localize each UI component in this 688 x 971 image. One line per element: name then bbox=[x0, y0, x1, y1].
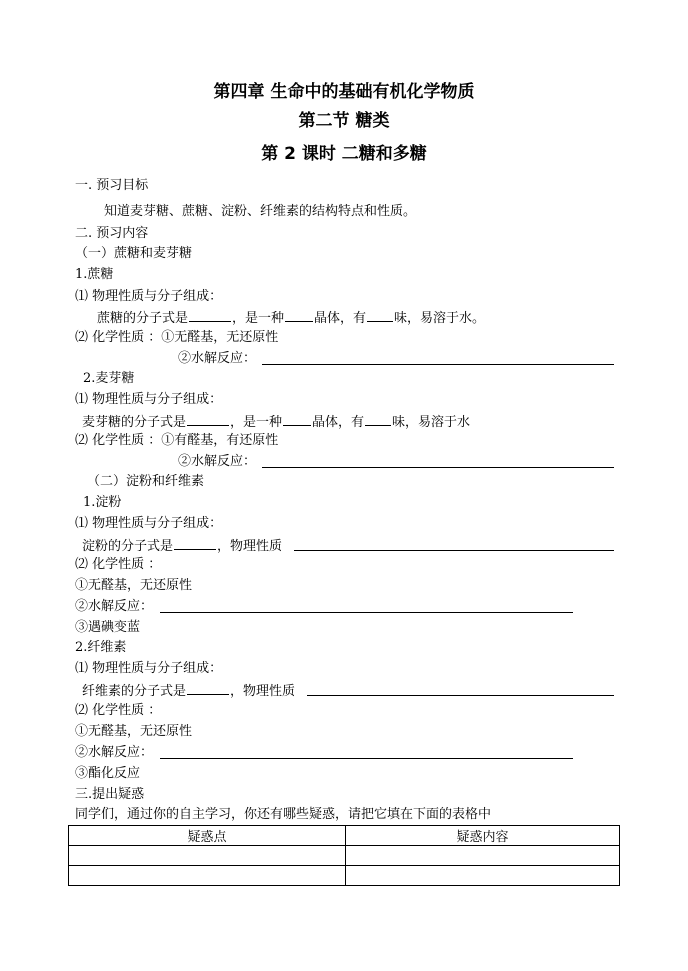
starch-c2: ②水解反应： bbox=[75, 599, 154, 614]
cellulose-c3: ③酯化反应 bbox=[75, 766, 141, 781]
cellulose-hydro-line[interactable] bbox=[160, 758, 573, 759]
lesson-title: 第 2 课时 二糖和多糖 bbox=[261, 144, 427, 164]
table-cell[interactable] bbox=[69, 866, 346, 886]
cellulose-formula-a: 纤维素的分子式是 bbox=[82, 684, 187, 699]
maltose-hydro-line[interactable] bbox=[262, 467, 614, 468]
starch-formula-blank[interactable] bbox=[174, 538, 216, 550]
cellulose-formula bbox=[82, 683, 295, 698]
sucrose-chem: ⑵ 化学性质 ：①无醛基，无还原性 bbox=[75, 330, 279, 345]
cellulose-chem: ⑵ 化学性质 ： bbox=[75, 703, 162, 718]
table-header-points: 疑惑点 bbox=[69, 826, 346, 846]
sucrose-phys: ⑴ 物理性质与分子组成： bbox=[75, 289, 223, 304]
sub2-heading: （二）淀粉和纤维素 bbox=[87, 474, 205, 489]
sucrose-hydro: ②水解反应： bbox=[178, 351, 257, 366]
part1-heading: 一. 预习目标 bbox=[75, 178, 149, 193]
table-header-row bbox=[69, 826, 620, 846]
table-header-content: 疑惑内容 bbox=[346, 826, 620, 846]
starch-formula-a: 淀粉的分子式是 bbox=[82, 539, 174, 554]
maltose-formula-c: 晶体，有 bbox=[312, 415, 365, 430]
sucrose-formula-c: 晶体，有 bbox=[314, 311, 367, 326]
sucrose-crystal-blank[interactable] bbox=[285, 310, 313, 322]
starch-phys: ⑴ 物理性质与分子组成： bbox=[75, 516, 223, 531]
starch-c1: ①无醛基，无还原性 bbox=[75, 578, 193, 593]
sucrose-hydro-line[interactable] bbox=[262, 364, 614, 365]
sucrose-formula-blank[interactable] bbox=[189, 310, 231, 322]
chapter-title: 第四章 生命中的基础有机化学物质 bbox=[213, 82, 475, 102]
maltose-formula-a: 麦芽糖的分子式是 bbox=[82, 415, 187, 430]
table-cell[interactable] bbox=[346, 846, 620, 866]
maltose-phys: ⑴ 物理性质与分子组成： bbox=[75, 392, 223, 407]
starch-c3: ③遇碘变蓝 bbox=[75, 620, 141, 635]
table-cell[interactable] bbox=[346, 866, 620, 886]
table-cell[interactable] bbox=[69, 846, 346, 866]
questions-table bbox=[68, 825, 620, 886]
cellulose-title: 2.纤维素 bbox=[75, 640, 127, 655]
sucrose-formula-d: 味，易溶于水。 bbox=[394, 311, 486, 326]
starch-formula bbox=[82, 538, 282, 553]
sucrose-title: 1.蔗糖 bbox=[75, 267, 114, 282]
starch-hydro-line[interactable] bbox=[160, 612, 573, 613]
table-row bbox=[69, 866, 620, 886]
table-row bbox=[69, 846, 620, 866]
maltose-formula bbox=[82, 414, 470, 429]
sucrose-formula bbox=[97, 310, 485, 325]
starch-chem: ⑵ 化学性质 ： bbox=[75, 557, 162, 572]
cellulose-formula-b: ，物理性质 bbox=[230, 684, 296, 699]
section-title: 第二节 糖类 bbox=[298, 111, 390, 131]
maltose-hydro: ②水解反应： bbox=[178, 454, 257, 469]
starch-phys-line[interactable] bbox=[294, 550, 614, 551]
sucrose-formula-a: 蔗糖的分子式是 bbox=[97, 311, 189, 326]
maltose-title: 2.麦芽糖 bbox=[83, 371, 135, 386]
starch-formula-b: ，物理性质 bbox=[217, 539, 283, 554]
cellulose-phys-line[interactable] bbox=[307, 695, 614, 696]
sucrose-taste-blank[interactable] bbox=[367, 310, 393, 322]
part3-heading: 三.提出疑惑 bbox=[75, 787, 145, 802]
sucrose-formula-b: ，是一种 bbox=[232, 311, 285, 326]
part1-text: 知道麦芽糖、蔗糖、淀粉、纤维素的结构特点和性质。 bbox=[104, 204, 417, 219]
cellulose-formula-blank[interactable] bbox=[187, 683, 229, 695]
maltose-taste-blank[interactable] bbox=[365, 414, 391, 426]
maltose-formula-b: ，是一种 bbox=[230, 415, 283, 430]
maltose-crystal-blank[interactable] bbox=[283, 414, 311, 426]
sub1-heading: （一）蔗糖和麦芽糖 bbox=[75, 246, 193, 261]
maltose-formula-blank[interactable] bbox=[187, 414, 229, 426]
part2-heading: 二. 预习内容 bbox=[75, 226, 149, 241]
cellulose-phys: ⑴ 物理性质与分子组成： bbox=[75, 661, 223, 676]
cellulose-c1: ①无醛基，无还原性 bbox=[75, 724, 193, 739]
maltose-formula-d: 味，易溶于水 bbox=[392, 415, 471, 430]
part3-text: 同学们，通过你的自主学习，你还有哪些疑惑，请把它填在下面的表格中 bbox=[75, 807, 492, 822]
starch-title: 1.淀粉 bbox=[83, 495, 122, 510]
maltose-chem: ⑵ 化学性质 ：①有醛基，有还原性 bbox=[75, 433, 279, 448]
cellulose-c2: ②水解反应： bbox=[75, 745, 154, 760]
